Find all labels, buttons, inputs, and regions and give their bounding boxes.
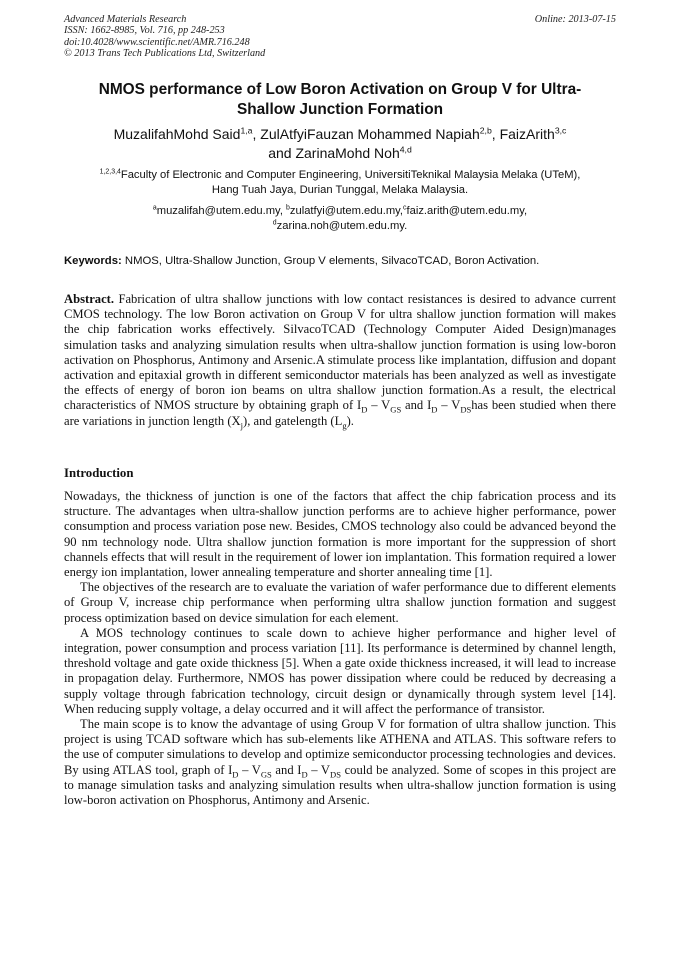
email-sup: b: [286, 204, 290, 212]
abstract-text: and I: [401, 398, 432, 413]
subscript: D: [232, 769, 239, 780]
paper-title: [64, 80, 616, 120]
author-list: [64, 125, 616, 163]
author-and: and: [268, 145, 296, 161]
author-2: ZulAtfyiFauzan Mohammed Napiah: [260, 126, 480, 142]
subscript: D: [301, 769, 308, 780]
subscript: D: [361, 404, 368, 415]
paragraph-text: could be analyzed. Some of scopes in this project are to manage simulation tasks and analyzing simulation results when ultra-shallow junction formation is using low-boron activation on Phosphorus, Antimony and Arsenic.: [64, 762, 616, 808]
affiliation: [64, 168, 616, 198]
email-sup: a: [152, 204, 157, 212]
subscript: D: [431, 404, 438, 415]
abstract-text: – V: [367, 398, 391, 413]
journal-name: Advanced Materials Research: [64, 14, 187, 25]
subscript: j: [240, 420, 243, 431]
keywords: [64, 254, 616, 269]
email-b: zulatfyi@utem.edu.my,: [289, 205, 404, 217]
author-separator: ,: [491, 126, 500, 142]
author-3: FaizArith: [499, 126, 555, 142]
copyright-line: © 2013 Trans Tech Publications Ltd, Switzerland: [64, 48, 266, 60]
subscript: DS: [460, 404, 472, 415]
author-4-sup: 4,d: [399, 144, 412, 155]
intro-paragraph-3: A MOS technology continues to scale down to achieve higher performance and higher level of integration, power consumption and process variation [11]. Its performance is determined by channel length, threshold voltage and gate oxide thickness [5]. When a gate oxide thickness increased, it will lead to increase in propagation delay. Furthermore, NMOS has power dissipation where could be reduced by decreasing a supply voltage through fabrication technology, circuit design or dynamically through system level [14]. When reducing supply voltage, a delay occurred and it will affect the performance of transistor.: [64, 625, 616, 716]
paragraph-text: – V: [307, 762, 331, 777]
abstract-text: Fabrication of ultra shallow junctions with low contact resistances is desired to advance current CMOS technology. The low Boron activation on Group V for ultra shallow junction formation will makes the chip fabrication works effectively. SilvacoTCAD (Technology Computer Aided Design)manages simulation tasks and analyzing simulation results when ultra-shallow junction formation is using low-boron activation on Phosphorus, Antimony and Arsenic.A stimulate process like implantation, diffusion and dopant activation and epitaxial growth in different semiconductor materials has been analyzed as well as investigate the effects of energy of boron ion beams on ultra shallow junction formation.As a result, the electrical characteristics of NMOS structure by obtaining graph of I: [64, 292, 616, 413]
abstract-label: Abstract.: [64, 292, 115, 306]
keywords-label: Keywords:: [64, 255, 122, 267]
section-heading-introduction: Introduction: [64, 466, 134, 480]
affiliation-line-1: Faculty of Electronic and Computer Engineering, UniversitiTeknikal Malaysia Melaka (UTeM),: [120, 169, 581, 181]
author-1-sup: 1,a: [240, 125, 253, 136]
paragraph-text: and I: [271, 762, 302, 777]
abstract-text: has been studied when there are variations in junction length (X: [64, 398, 616, 428]
title-line-1: NMOS performance of Low Boron Activation on Group V for Ultra-: [98, 81, 582, 98]
paragraph-text: The main scope is to know the advantage of using Group V for formation of ultra shallow junction. This project is using TCAD software which has sub-elements like ATHENA and ATLAS. This software refers to the use of computer simulations to develop and optimize semiconductor processing technologies and devices. By using ATLAS tool, graph of I: [64, 717, 616, 777]
affiliation-line-2: Hang Tuah Jaya, Durian Tunggal, Melaka Malaysia.: [211, 184, 469, 196]
email-sup: c: [403, 204, 407, 212]
journal-header: [64, 14, 616, 60]
paragraph-text: – V: [238, 762, 261, 777]
author-emails: [64, 204, 616, 234]
doi-line: doi:10.4028/www.scientific.net/AMR.716.248: [64, 36, 250, 48]
abstract-text: ), and gatelength (L: [243, 413, 343, 428]
intro-paragraph-2: The objectives of the research are to evaluate the variation of wafer performance due to different elements of Group V, increase chip performance when performing ultra shallow junction formation and suggest process optimization based on device simulation for each element.: [64, 580, 616, 625]
author-3-sup: 3,c: [554, 125, 567, 136]
subscript: GS: [390, 404, 402, 415]
affiliation-sup: 1,2,3,4: [99, 168, 121, 176]
abstract-text: ).: [346, 413, 354, 428]
online-date: Online: 2013-07-15: [534, 14, 616, 25]
abstract-text: – V: [437, 398, 461, 413]
intro-paragraph-4: [64, 717, 616, 808]
subscript: GS: [260, 769, 272, 780]
author-2-sup: 2,b: [479, 125, 492, 136]
intro-paragraph-1: Nowadays, the thickness of junction is one of the factors that affect the chip fabrication process and its structure. The advantages when ultra-shallow junction performs are to achieve higher performance, power consumption and process variation pose new. Besides, CMOS technology also could be advanced beyond the 90 nm technology node. Ultra shallow junction formation is more important for the suppression of short channels effects that will result in the requirement of lower ion implantation. This formation required a lower energy ion implantation, lower annealing temperature and shorter annealing time [1].: [64, 489, 616, 580]
email-d: zarina.noh@utem.edu.my.: [276, 220, 408, 232]
subscript: g: [342, 420, 347, 431]
introduction-body: [64, 489, 616, 808]
email-a: muzalifah@utem.edu.my,: [156, 205, 287, 217]
title-line-2: Shallow Junction Formation: [236, 101, 444, 118]
author-separator: ,: [252, 126, 261, 142]
abstract: [64, 292, 616, 429]
keywords-text: NMOS, Ultra-Shallow Junction, Group V elements, SilvacoTCAD, Boron Activation.: [121, 255, 540, 267]
author-4: ZarinaMohd Noh: [295, 145, 400, 161]
issn-line: ISSN: 1662-8985, Vol. 716, pp 248-253: [64, 25, 225, 37]
author-1: MuzalifahMohd Said: [113, 126, 241, 142]
email-sup: d: [272, 219, 277, 227]
email-c: faiz.arith@utem.edu.my,: [406, 205, 528, 217]
subscript: DS: [330, 769, 341, 780]
